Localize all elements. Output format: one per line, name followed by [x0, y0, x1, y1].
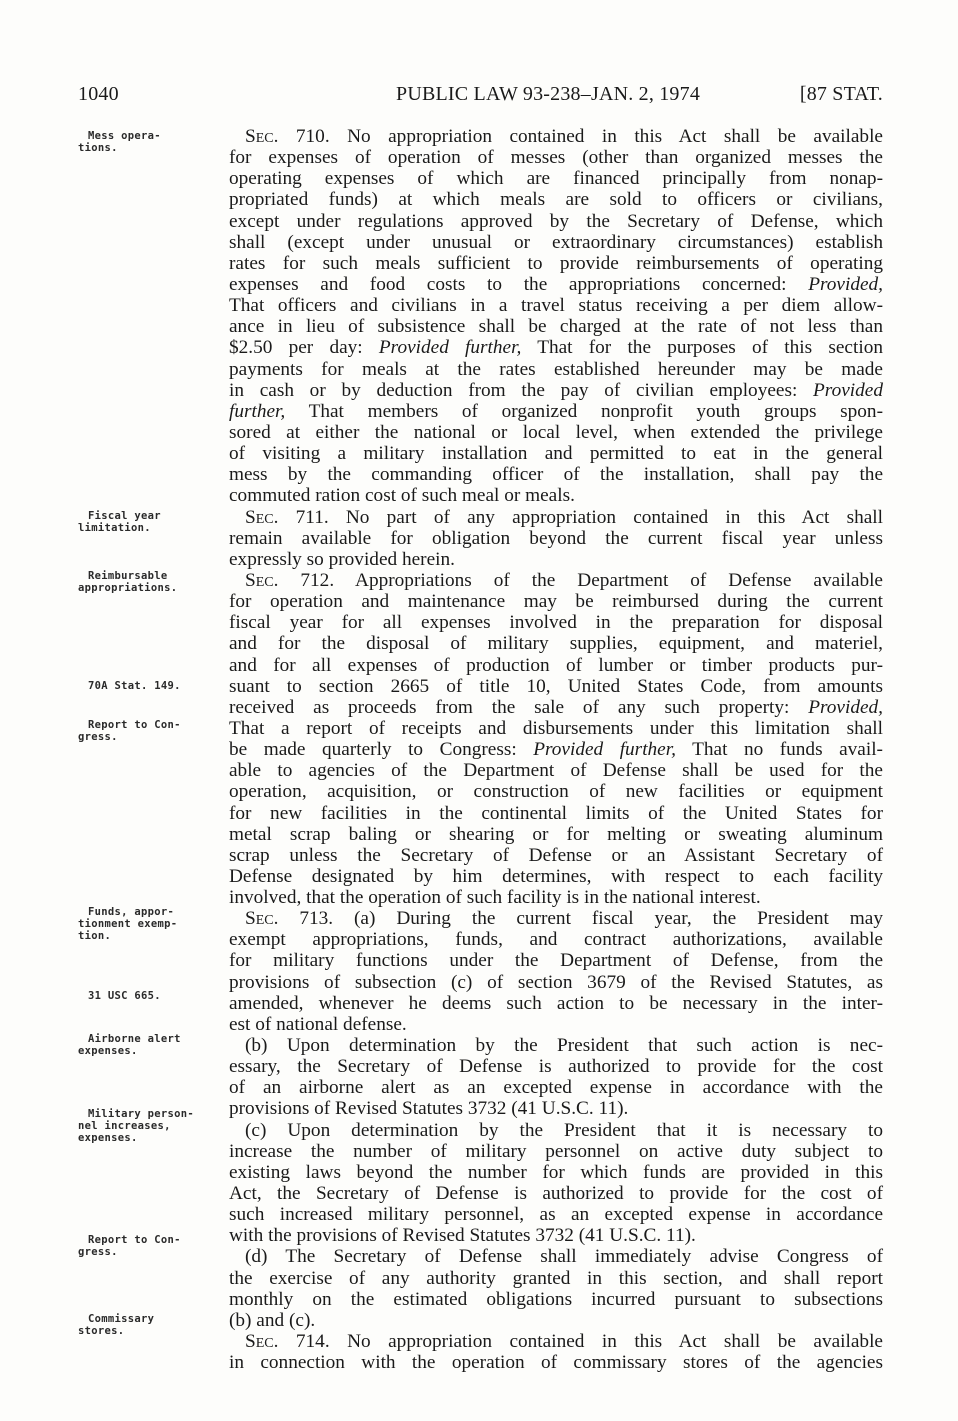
text-line: essary, the Secretary of Defense is authorized to provide for the cost [229, 1056, 883, 1078]
margin-note [78, 680, 213, 692]
text-line: received as proceeds from the sale of any such property: Provided, [229, 696, 883, 718]
text-line: remain available for obligation beyond the current fiscal year unless [229, 527, 883, 549]
text-line: the exercise of any authority granted in this section, and shall report [229, 1267, 883, 1289]
margin-note-line: Funds, appor- [88, 906, 175, 918]
text-line: Sec. 710. No appropriation contained in this Act shall be available [245, 126, 883, 147]
text-line: increase the number of military personnel on active duty subject to [229, 1140, 883, 1162]
text-line: for new facilities in the continental limits of the United States for [229, 802, 883, 824]
text-line: suant to section 2665 of title 10, United States Code, from amounts [229, 675, 883, 697]
margin-note [78, 1313, 213, 1337]
text-line: of visiting a military installation and permitted to eat in the general [229, 443, 883, 465]
margin-note-line: Fiscal year [88, 510, 161, 522]
text-line: payments for meals at the rates established hereunder may be made [229, 358, 883, 380]
text-line: Sec. 712. Appropriations of the Department of Defense available [245, 569, 883, 591]
text-line: That a report of receipts and disbursements under this limitation shall [229, 717, 883, 739]
proviso-italic: Provided [813, 379, 883, 401]
text-line: operation, acquisition, or construction of new facilities or equipment [229, 781, 883, 803]
text-line: for military functions under the Department of Defense, from the [229, 950, 883, 972]
margin-note-line: limitation. [78, 522, 151, 534]
text-line: mess by the commanding officer of the installation, shall pay the [229, 464, 883, 486]
margin-note-line: expenses. [78, 1132, 138, 1144]
text-line: rates for such meals sufficient to provide reimbursements of operating [229, 252, 883, 274]
text-line: (d) The Secretary of Defense shall immediately advise Congress of [245, 1246, 883, 1268]
text-line: amended, whenever he deems such action to be necessary in the inter- [229, 992, 883, 1014]
text-line: for expenses of operation of messes (other than organized messes the [229, 147, 883, 169]
page-header [78, 80, 883, 108]
margin-note-line: Airborne alert [88, 1033, 181, 1045]
margin-note-line: appropriations. [78, 582, 178, 594]
margin-note-line: tionment exemp- [78, 918, 178, 930]
margin-note-line: Report to Con- [88, 1234, 181, 1246]
text-line: fiscal year for all expenses involved in the preparation for disposal [229, 612, 883, 634]
margin-note [78, 906, 213, 942]
text-line: Sec. 714. No appropriation contained in this Act shall be available [245, 1331, 883, 1353]
text-line: involved, that the operation of such facility is in the national interest. [229, 887, 761, 909]
section-number: Sec. 713. [245, 908, 334, 930]
proviso-italic: Provided further, [378, 337, 522, 359]
margin-note-line: Report to Con- [88, 719, 181, 731]
text-line: and for the disposal of military supplies, equipment, and materiel, [229, 633, 883, 655]
margin-note [78, 570, 213, 594]
text-line: with the provisions of Revised Statutes 3732 (41 U.S.C. 11). [229, 1225, 696, 1247]
proviso-italic: Provided, [808, 273, 883, 295]
margin-note-line: Military person- [88, 1108, 194, 1120]
text-line: existing laws beyond the number for which funds are provided in this [229, 1161, 883, 1183]
margin-note [78, 1234, 213, 1258]
text-line: be made quarterly to Congress: Provided further, That no funds avail- [229, 739, 883, 761]
text-line: expressly so provided herein. [229, 548, 455, 570]
text-line: metal scrap baling or shearing or for melting or sweating aluminum [229, 823, 883, 845]
text-line: $2.50 per day: Provided further, That for the purposes of this section [229, 337, 883, 359]
margin-note-line: tion. [78, 930, 112, 942]
margin-note-line: gress. [78, 731, 118, 743]
margin-note-line: stores. [78, 1325, 125, 1337]
text-line: scrap unless the Secretary of Defense or an Assistant Secretary of [229, 844, 883, 866]
body-text [229, 126, 883, 1373]
text-line: for operation and maintenance may be reimbursed during the current [229, 591, 883, 613]
text-line: in cash or by deduction from the pay of civilian employees: Provided [229, 379, 883, 401]
text-line: of an airborne alert as an excepted expense in accordance with the [229, 1077, 883, 1099]
text-line: such increased military personnel, as an excepted expense in accordance [229, 1204, 883, 1226]
text-line: exempt appropriations, funds, and contract authorizations, available [229, 929, 883, 951]
text-line: (b) and (c). [229, 1309, 316, 1331]
proviso-italic: Provided, [808, 696, 883, 718]
text-line: commuted ration cost of such meal or meals. [229, 485, 575, 507]
text-line: propriated funds) at which meals are sold to officers or civilians, [229, 189, 883, 211]
text-line: shall (except under unusual or extraordinary circumstances) establish [229, 231, 883, 253]
text-line: (c) Upon determination by the President that it is necessary to [245, 1119, 883, 1141]
text-line: operating expenses of which are financed principally from nonap- [229, 168, 883, 190]
text-line: Sec. 711. No part of any appropriation contained in this Act shall [245, 506, 884, 528]
text-line: That officers and civilians in a travel status receiving a per diem allow- [229, 295, 883, 317]
margin-note-line: tions. [78, 142, 118, 154]
margin-note [78, 990, 213, 1002]
section-number: Sec. 711. [245, 506, 329, 528]
text-line: able to agencies of the Department of Defense shall be used for the [229, 760, 883, 782]
text-line: sored at either the national or local level, when extended the privilege [229, 421, 883, 443]
margin-note-line: nel increases, [78, 1120, 171, 1132]
text-line: Defense designated by him determines, with respect to each facility [229, 865, 883, 887]
margin-note-line: gress. [78, 1246, 118, 1258]
statute-reference [800, 80, 883, 108]
margin-note-line: Commissary [88, 1313, 155, 1325]
running-title: PUBLIC LAW 93-238–JAN. 2, 1974 [396, 83, 701, 105]
text-line: Act, the Secretary of Defense is authorized to provide for the cost of [229, 1183, 883, 1205]
margin-note-line: Reimbursable [88, 570, 168, 582]
proviso-italic: Provided further, [533, 739, 676, 761]
margin-note-line: 31 USC 665. [88, 990, 161, 1002]
text-line: in connection with the operation of commissary stores of the agencies [229, 1352, 883, 1374]
text-line: except under regulations approved by the Secretary of Defense, which [229, 210, 883, 232]
proviso-italic: further, [229, 400, 286, 422]
text-line: expenses and food costs to the appropriations concerned: Provided, [229, 273, 883, 295]
text-line: and for all expenses of production of lumber or timber products pur- [229, 654, 883, 676]
margin-note-line: 70A Stat. 149. [88, 680, 181, 692]
text-line: est of national defense. [229, 1013, 407, 1035]
text-line: provisions of Revised Statutes 3732 (41 U.S.C. 11). [229, 1098, 629, 1120]
statute-reference-text: [87 STAT. [799, 83, 883, 105]
text-line: Sec. 713. (a) During the current fiscal year, the President may [245, 908, 883, 930]
text-line: provisions of subsection (c) of section 3679 of the Revised Statutes, as [229, 971, 883, 993]
margin-note [78, 1033, 213, 1057]
section-number: Sec. 712. [245, 569, 335, 591]
text-line: further, That members of organized nonprofit youth groups spon- [229, 400, 883, 422]
margin-note [78, 510, 213, 534]
margin-note [78, 1108, 213, 1144]
margin-note [78, 130, 213, 154]
margin-note [78, 719, 213, 743]
section-number: Sec. 710. [245, 126, 330, 147]
margin-note-line: Mess opera- [88, 130, 161, 142]
margin-note-line: expenses. [78, 1045, 138, 1057]
text-line: (b) Upon determination by the President that such action is nec- [245, 1035, 883, 1057]
page-number: 1040 [78, 83, 119, 105]
section-number: Sec. 714. [245, 1331, 330, 1353]
text-line: monthly on the estimated obligations incurred pursuant to subsections [229, 1288, 883, 1310]
text-line: ance in lieu of subsistence shall be charged at the rate of not less than [229, 316, 883, 338]
